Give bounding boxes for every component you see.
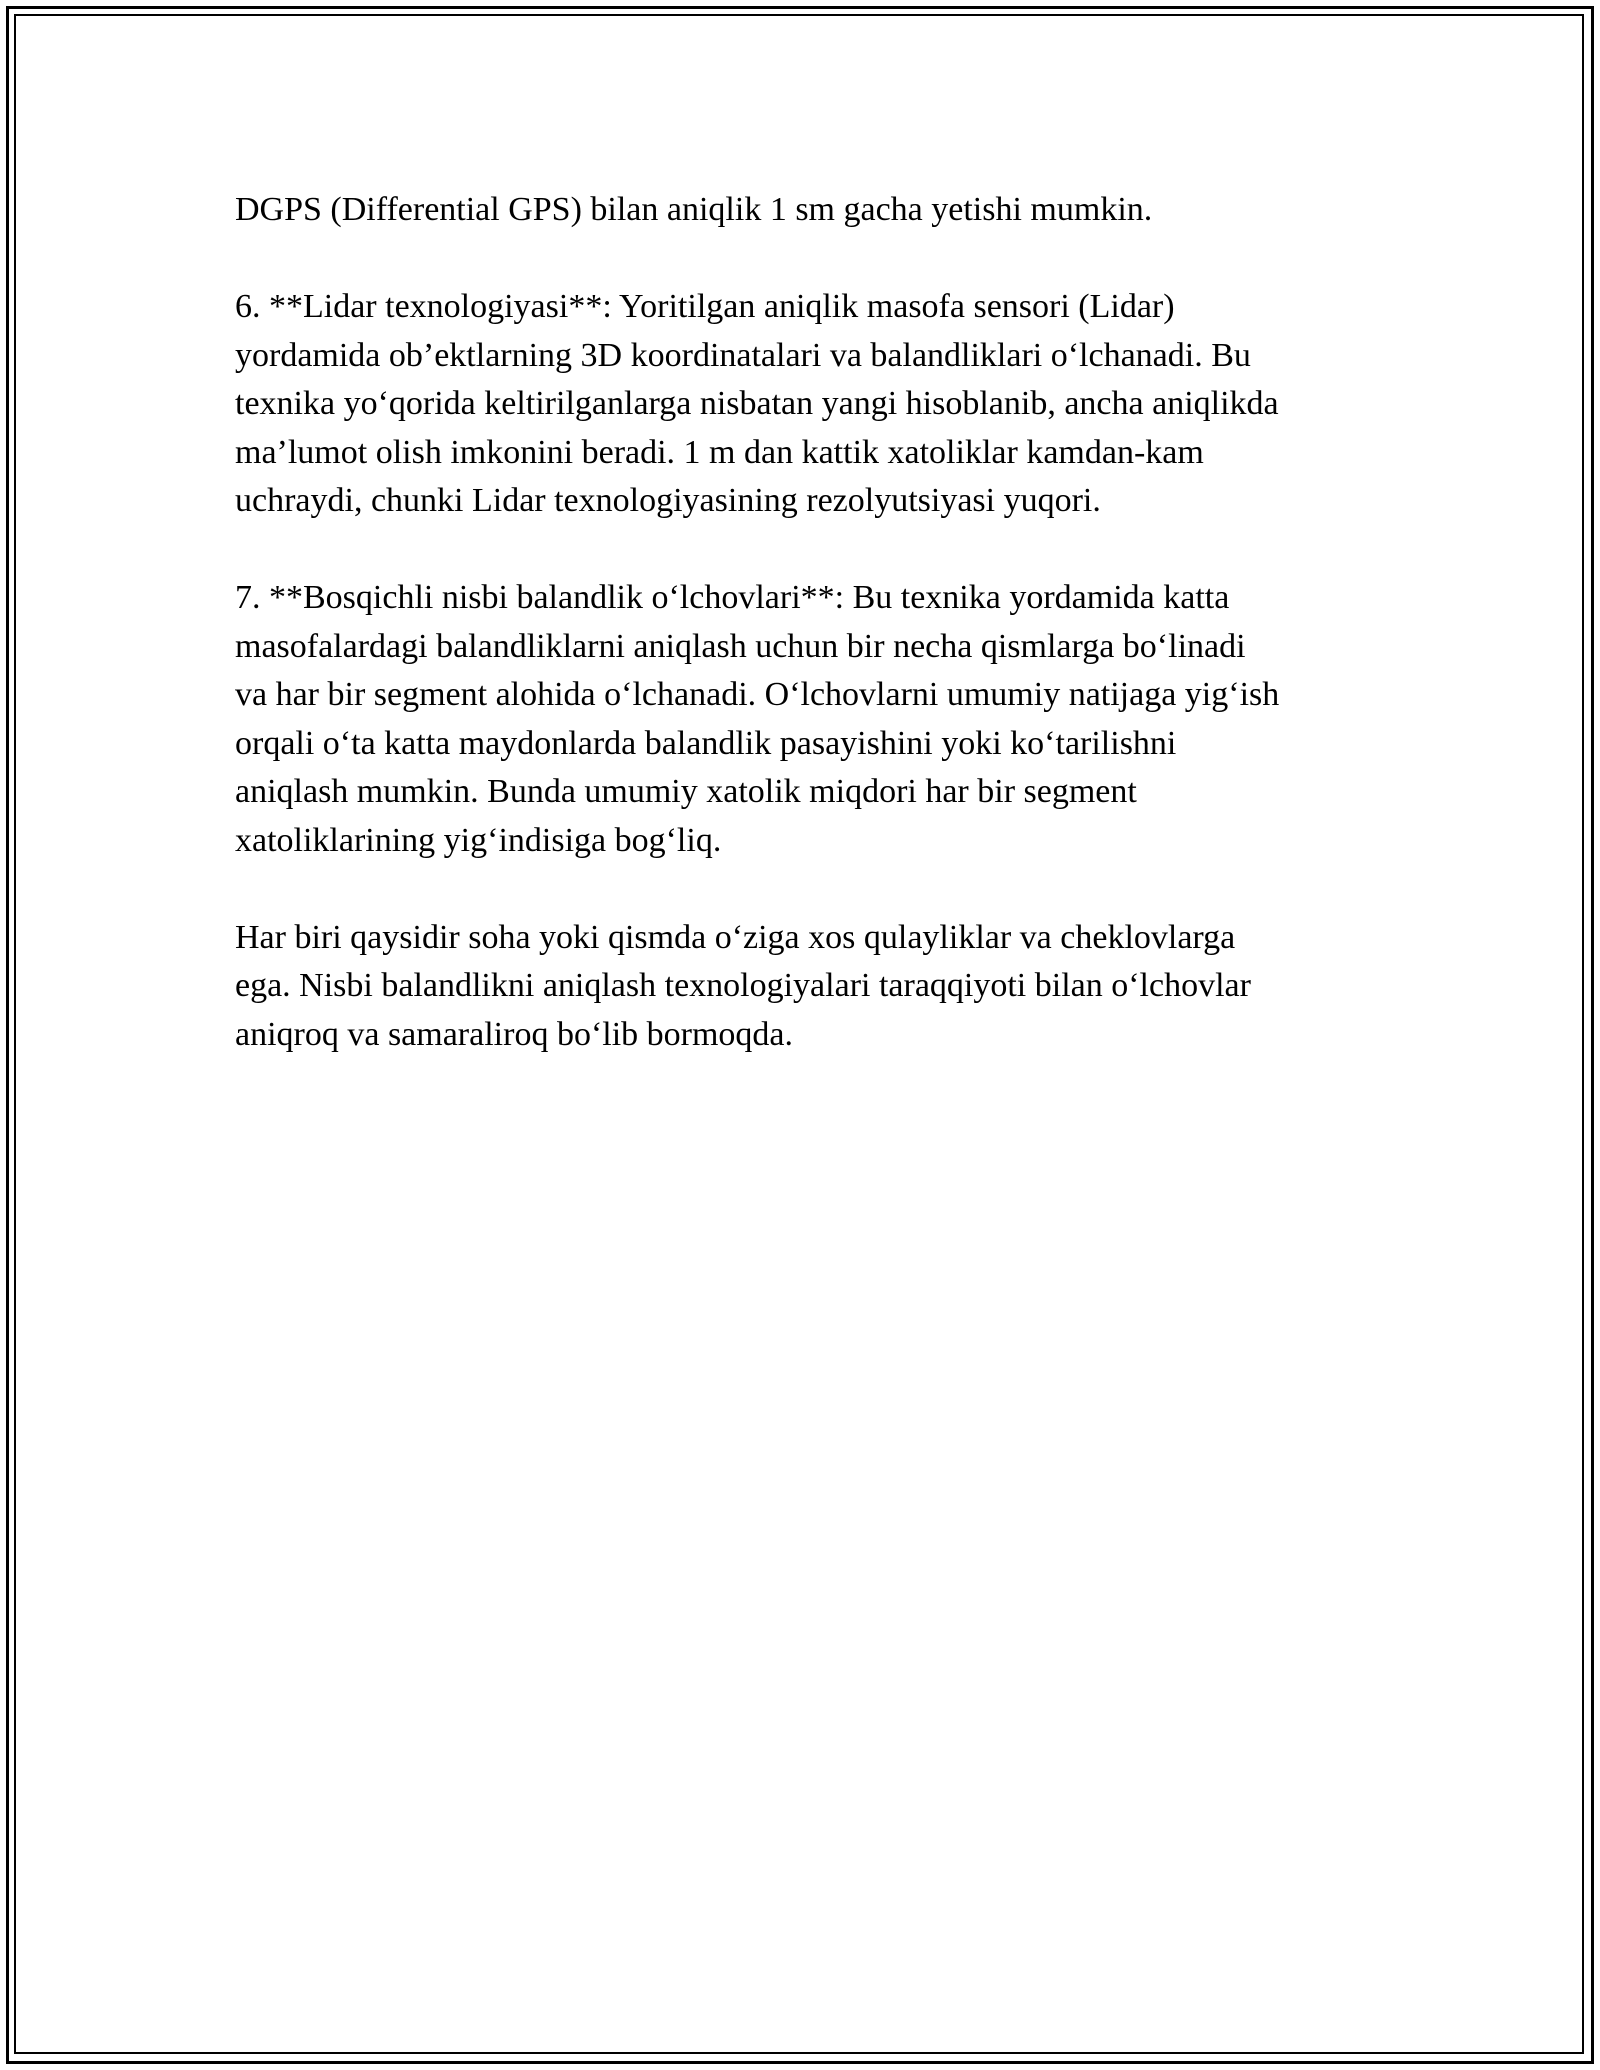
paragraph-conclusion xyxy=(235,914,1385,1060)
text-line: aniqlash mumkin. Bunda umumiy xatolik miqdori har bir segment xyxy=(235,773,1137,810)
paragraph-bosqichli xyxy=(235,574,1385,865)
text-line: 7. **Bosqichli nisbi balandlik o‘lchovlari**: Bu texnika yordamida katta xyxy=(235,579,1230,616)
text-line: masofalardagi balandliklarni aniqlash uchun bir necha qismlarga bo‘linadi xyxy=(235,627,1246,665)
text-line: 6. **Lidar texnologiyasi**: Yoritilgan aniqlik masofa sensori (Lidar) xyxy=(235,288,1175,325)
text-line: Har biri qaysidir soha yoki qismda o‘ziga xos qulayliklar va cheklovlarga xyxy=(235,918,1236,956)
document-body xyxy=(235,186,1385,1108)
text-line: xatoliklarining yig‘indisiga bog‘liq. xyxy=(235,821,722,859)
text-line: ega. Nisbi balandlikni aniqlash texnologiyalari taraqqiyoti bilan o‘lchovlar xyxy=(235,967,1251,1004)
text-line: DGPS (Differential GPS) bilan aniqlik 1 sm gacha yetishi mumkin. xyxy=(235,191,1153,228)
text-line: va har bir segment alohida o‘lchanadi. O‘lchovlarni umumiy natijaga yig‘ish xyxy=(235,676,1280,713)
text-line: ma’lumot olish imkonini beradi. 1 m dan kattik xatoliklar kamdan-kam xyxy=(235,433,1204,471)
text-line: orqali o‘ta katta maydonlarda balandlik pasayishini yoki ko‘tarilishni xyxy=(235,724,1177,762)
paragraph-lidar xyxy=(235,283,1385,526)
text-line: uchraydi, chunki Lidar texnologiyasining rezolyutsiyasi yuqori. xyxy=(235,482,1101,519)
text-line: yordamida ob’ektlarning 3D koordinatalari va balandliklari o‘lchanadi. Bu xyxy=(235,336,1251,374)
text-line: aniqroq va samaraliroq bo‘lib bormoqda. xyxy=(235,1015,794,1053)
paragraph-dgps xyxy=(235,186,1385,235)
text-line: texnika yo‘qorida keltirilganlarga nisbatan yangi hisoblanib, ancha aniqlikda xyxy=(235,385,1279,422)
